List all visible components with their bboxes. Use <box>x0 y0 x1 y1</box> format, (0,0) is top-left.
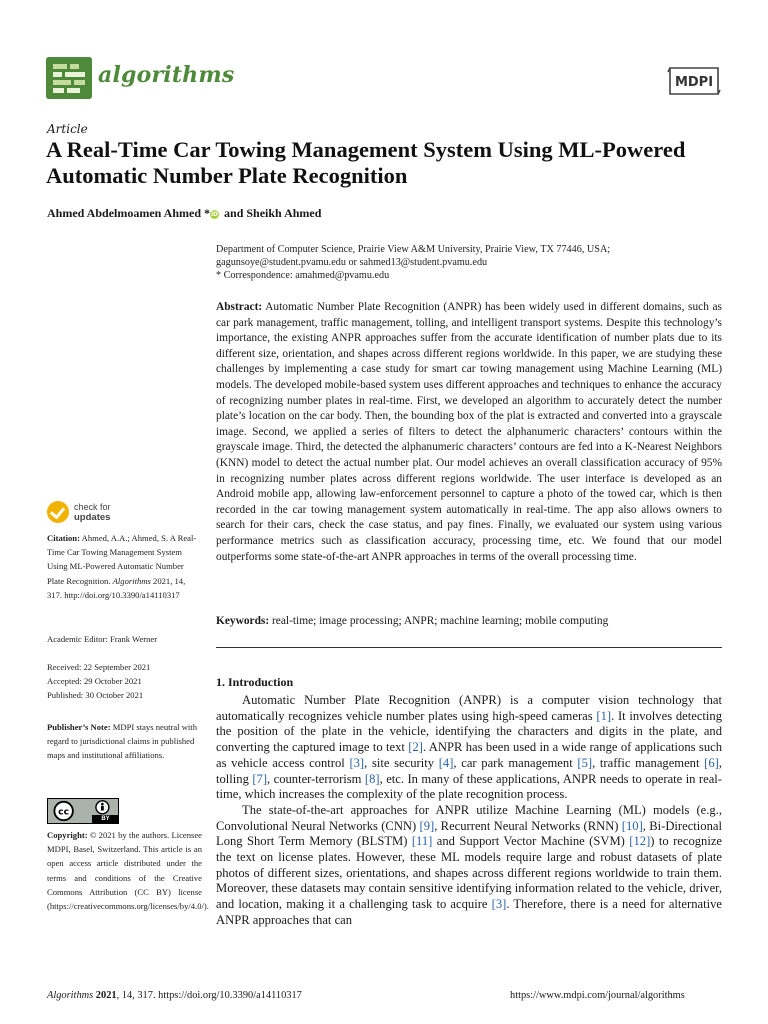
mdpi-logo-icon <box>666 66 722 96</box>
footer-journal-url[interactable]: https://www.mdpi.com/journal/algorithms <box>510 990 685 1001</box>
citation-link[interactable]: [6] <box>704 755 719 770</box>
check-updates-text-bold: updates <box>74 512 111 523</box>
correspondence: * Correspondence: amahmed@pvamu.edu <box>216 270 390 282</box>
publisher-note-label: Publisher’s Note: <box>47 722 111 732</box>
citation-link[interactable]: [7] <box>252 771 268 786</box>
text-run: ) to recognize the text on license plates. However, these ML models require large and robust datasets of plate photos of different sizes, orientations, and shapes across different regions worldwide to train them. Moreover, these datasets may contain sensitive identifying information related to the vehicle, driver, and location, making it a challenging task to acquire <box>216 834 723 912</box>
journal-name: algorithms <box>98 62 235 88</box>
publication-dates <box>47 660 202 703</box>
citation-label: Citation: <box>47 533 80 543</box>
citation-link[interactable]: [4] <box>438 755 454 770</box>
affiliations <box>216 243 716 283</box>
article-title: A Real-Time Car Towing Management System Using ML-Powered Automatic Number Plate Recognition <box>46 137 686 188</box>
citation-block <box>47 531 202 602</box>
citation-link[interactable]: [10] <box>621 818 643 833</box>
publisher-note-text: MDPI stays neutral with regard to jurisdictional claims in published maps and institutional affiliations. <box>47 722 197 761</box>
citation-link[interactable]: [3] <box>491 897 507 912</box>
text-run: and Support Vector Machine (SVM) <box>432 834 630 849</box>
citation-link[interactable]: [11] <box>411 834 433 849</box>
keywords-text: real-time; image processing; ANPR; machine learning; mobile computing <box>272 615 609 627</box>
footer-year: 2021 <box>95 990 117 1001</box>
author-separator: and <box>221 206 247 220</box>
citation-link[interactable]: [3] <box>349 755 365 770</box>
check-icon <box>47 501 69 523</box>
academic-editor: Academic Editor: Frank Werner <box>47 634 158 644</box>
received-date: Received: 22 September 2021 <box>47 662 151 672</box>
citation-text: Ahmed, A.A.; Ahmed, S. A Real-Time Car Towing Management System Using ML-Powered Automatic Number Plate Recognition. <box>47 533 197 586</box>
journal-logo <box>46 57 92 99</box>
text-run: . ANPR has been used in a wide range of applications such as vehicle access control <box>216 740 723 770</box>
footer-doi[interactable]: , 14, 317. https://doi.org/10.3390/a14110317 <box>116 990 302 1001</box>
keywords-label: Keywords: <box>216 615 270 627</box>
article-type: Article <box>47 122 88 136</box>
cc-license-badge[interactable] <box>47 798 119 824</box>
text-run: , Bi-Directional Long Short Term Memory (BLSTM) <box>216 818 722 849</box>
orcid-icon[interactable]: iD <box>210 211 219 218</box>
citation-link[interactable]: [12] <box>629 834 651 849</box>
copyright-text: © 2021 by the authors. Licensee MDPI, Basel, Switzerland. This article is an open access article distributed under the terms and conditions of the Creative Commons Attribution (CC BY) license (https://creativecommons.org/licenses/by/4.0/). <box>47 830 209 912</box>
svg-text:cc: cc <box>58 806 70 818</box>
keywords <box>216 614 722 629</box>
text-run: , counter-terrorism <box>267 771 365 786</box>
published-date: Published: 30 October 2021 <box>47 690 144 701</box>
text-run: , traffic management <box>592 755 705 770</box>
abstract-text: Automatic Number Plate Recognition (ANPR) has been widely used in different domains, such as car park management, traffic management, tolling, and intelligent transport systems. Despite this technology’s importance, the existing ANPR approaches suffer from the accurate identification of number plats due to its different size, orientation, and shapes across different regions worldwide. In this paper, we are studying these challenges by implementing a case study for smart car towing management using Machine Learning (ML) models. The developed mobile-based system uses different approaches and techniques to enhance the accuracy of recognizing number plates in real-time. First, we developed an algorithm to accurately detect the number plate’s location on the car body. Then, the bounding box of the plat is extracted and converted into a grayscale image. Second, we applied a series of filters to detect the alphanumeric characters’ contours within the grayscale image. Third, the detected the alphanumeric characters’ contours are fed into a K-Nearest Neighbors (KNN) model to detect the actual number plat. Our model achieves an overall classification accuracy of 95% in recognizing number plates across different regions worldwide. The user interface is developed as an Android mobile app, allowing law-enforcement personnel to capture a photo of the towed car, which is then recorded in the car towing management system automatically in real-time. The app also allows owners to search for their cars, check the case status, and pay fines. Finally, we evaluated our system using various performance metrics such as classification accuracy, processing time, etc. We found that our model outperforms some state-of-the-art ANPR approaches in terms of the overall processing time. <box>216 301 722 563</box>
author-2: Sheikh Ahmed <box>246 206 322 220</box>
publisher-note <box>47 720 202 763</box>
check-updates-text: check for <box>74 502 111 512</box>
section-divider <box>216 647 722 648</box>
citation-link[interactable]: [1] <box>596 708 612 723</box>
publisher-name: MDPI <box>674 75 714 90</box>
text-run: Automatic Number Plate Recognition (ANPR) is a computer vision technology that automatically recognizes vehicle number plates using high-speed cameras <box>216 693 722 723</box>
text-run: , car park management <box>453 755 578 770</box>
footer-citation <box>47 990 302 1001</box>
author-1: Ahmed Abdelmoamen Ahmed * <box>47 206 211 220</box>
paragraph <box>216 803 722 929</box>
check-for-updates-badge[interactable] <box>47 500 177 526</box>
citation-journal: Algorithms <box>112 575 151 586</box>
section-heading: 1. Introduction <box>216 675 294 689</box>
affiliation-emails: gagunsoye@student.pvamu.edu or sahmed13@student.pvamu.edu <box>216 257 488 269</box>
text-run: , etc. In many of these applications, ANPR needs to operate in real-time, which increases the complexity of the plate recognition process. <box>216 771 722 802</box>
introduction-body <box>216 693 722 929</box>
text-run: The state-of-the-art approaches for ANPR utilize Machine Learning (ML) models (e.g., Convolutional Neural Networks (CNN) <box>216 802 722 833</box>
copyright-label: Copyright: <box>47 830 88 840</box>
citation-link[interactable]: [8] <box>364 771 380 786</box>
citation-doi-link[interactable]: 2021, 14, 317. http://doi.org/10.3390/a14110317 <box>47 575 186 600</box>
citation-link[interactable]: [2] <box>408 740 423 755</box>
citation-link[interactable]: [9] <box>419 818 435 833</box>
abstract <box>216 300 722 565</box>
mdpi-logo <box>666 66 722 96</box>
accepted-date: Accepted: 29 October 2021 <box>47 676 142 687</box>
text-run: , Recurrent Neural Networks (RNN) <box>434 818 622 833</box>
text-run: . Therefore, there is a need for alternative ANPR approaches that can <box>216 897 722 927</box>
footer-journal: Algorithms <box>47 990 94 1001</box>
copyright-block <box>47 828 209 913</box>
abstract-label: Abstract: <box>216 301 263 313</box>
affiliation-line: Department of Computer Science, Prairie View A&M University, Prairie View, TX 77446, USA; <box>216 244 611 255</box>
text-run: , tolling <box>216 755 723 786</box>
algorithms-logo-icon <box>46 57 92 99</box>
text-run: , site security <box>364 755 439 770</box>
cc-by-label: BY <box>92 815 119 823</box>
citation-link[interactable]: [5] <box>577 755 593 770</box>
author-list <box>47 206 321 221</box>
paragraph <box>216 693 722 803</box>
text-run: . It involves detecting the position of the plate in the vehicle, identifying the characters and digits in the plate, and converting the captured image to text <box>216 708 722 755</box>
